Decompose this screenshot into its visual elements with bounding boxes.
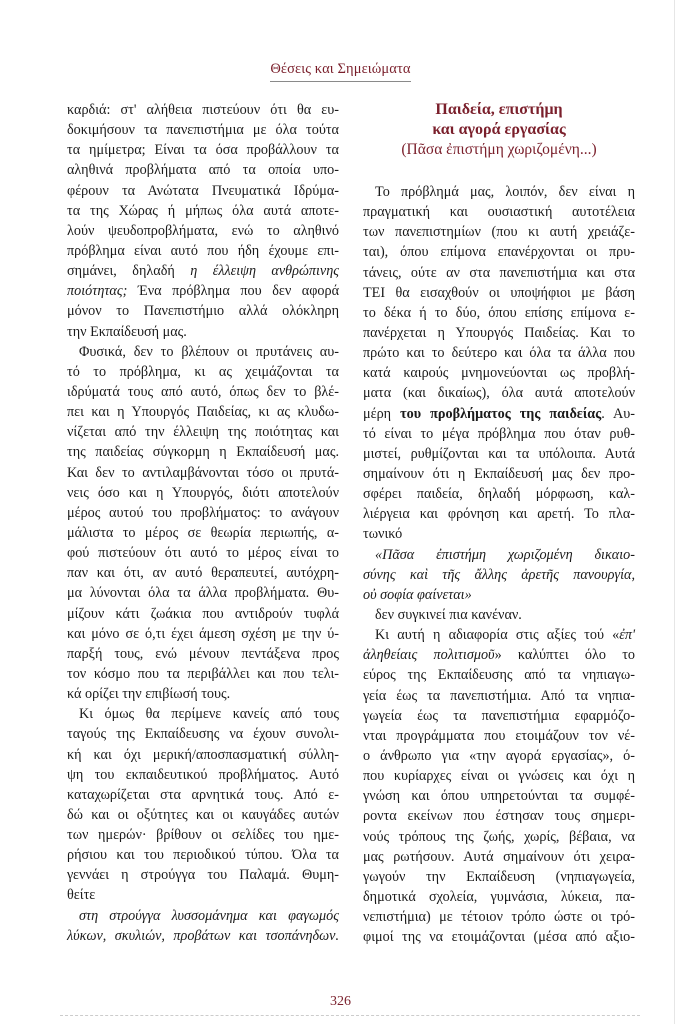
text-run: σημαίνουν ότι η Εκπαίδευσή μας δεν προ- xyxy=(363,465,635,482)
text-line xyxy=(363,625,635,645)
text-run: ματα (και δικαίως), όλα αυτά αποτελούν xyxy=(363,385,635,402)
text-run: γωγεία έως τα πανεπιστήμια εφαρμόζο- xyxy=(363,707,635,724)
text-run: εύρος της Εκπαίδευσης από τα νηπιαγω- xyxy=(363,667,635,684)
text-line xyxy=(363,504,635,524)
italic-text: ἀληθείαις πολιτισμοῦ xyxy=(363,647,495,664)
text-line xyxy=(363,585,635,605)
text-run: δοκιμήσουν τα πανεπιστήμια με όλα τούτα xyxy=(67,122,339,139)
text-run: καρδιά: στ' αλήθεια πιστεύουν ότι θα ευ- xyxy=(67,102,339,118)
text-line xyxy=(67,845,339,865)
italic-text: ἐπ' xyxy=(619,627,635,644)
section-subtitle: (Πᾶσα ἐπιστήμη χωριζομένη...) xyxy=(401,141,597,158)
text-line xyxy=(363,847,635,867)
text-line xyxy=(67,865,339,885)
text-run: κά ορίζει την επιβίωσή τους. xyxy=(67,686,231,703)
text-line xyxy=(363,806,635,826)
text-run: νεις όσο και η Υπουργός, διότι αποτελούν xyxy=(67,484,339,501)
text-line xyxy=(363,202,635,222)
text-line xyxy=(67,543,339,563)
text-line xyxy=(67,704,339,724)
text-line xyxy=(363,645,635,665)
text-run: μιστεί, ρυθμίζονται και τα υπόλοιπα. Αυτά xyxy=(363,445,635,462)
text-run: των ημερών· βρίθουν οι σελίδες του ημε- xyxy=(67,827,339,844)
italic-text: η έλλειψη ανθρώπινης xyxy=(190,263,339,280)
text-line xyxy=(67,523,339,543)
text-run: δεν συγκινεί πια κανέναν. xyxy=(375,606,522,623)
text-line xyxy=(67,442,339,462)
text-line xyxy=(363,182,635,202)
text-run: που κυρίαρχες είναι οι γνώσεις και όχι η xyxy=(363,768,635,785)
text-run: τωνικό xyxy=(363,526,403,543)
text-run: ρήσιου και του περιοδικού τύπου. Όλα τα xyxy=(67,847,339,864)
italic-text: λύκων, σκυλιών, προβάτων και τσοπάνηδων. xyxy=(67,927,339,944)
text-line xyxy=(363,343,635,363)
text-run: μας ρωτήσουν. Αυτά σημαίνουν ότι χειρα- xyxy=(363,848,635,865)
text-run: » καλύπτει όλο το xyxy=(494,647,635,664)
bold-text: του προβλήματος της παιδείας xyxy=(400,405,602,422)
text-line xyxy=(363,887,635,907)
text-line xyxy=(363,907,635,927)
text-run: πρόβλημα είναι αυτό που ήδη έχουμε επι- xyxy=(67,242,339,259)
text-line xyxy=(363,323,635,343)
section-title-line-2: και αγορά εργασίας xyxy=(432,121,566,138)
text-line xyxy=(67,281,339,301)
text-run: τον κόσμο που τα περιβάλλει και που τελι- xyxy=(67,665,339,682)
text-line xyxy=(67,724,339,744)
text-line xyxy=(363,545,635,565)
italic-text: στη στρούγγα λυσσομάνημα και φαγωμός xyxy=(79,907,339,924)
text-run: παν και ότι, αν αυτό θεραπευτεί, αυτόχρη- xyxy=(67,565,339,582)
text-line xyxy=(67,583,339,603)
text-run: Και δεν το αντιλαμβάνονται τόσο οι πρυτά- xyxy=(67,464,339,481)
text-run: ΤΕΙ θα εισαχθούν οι υποψήφιοι με βάση xyxy=(363,284,635,301)
italic-text: σύνης καὶ τῆς ἄλλης ἀρετῆς πανουργία, xyxy=(363,566,635,583)
text-run: ροντα εκείνων που έστησαν τους σημερι- xyxy=(363,808,635,825)
text-run: φού πιστεύουν ότι αυτό το μέρος είναι το xyxy=(67,545,339,562)
text-line xyxy=(67,684,339,704)
header-title: Θέσεις και Σημειώματα xyxy=(270,61,410,82)
text-run: κή και όχι μερική/αποσπασματική σύλλη- xyxy=(67,746,339,763)
text-line xyxy=(363,605,635,625)
text-run: θείτε xyxy=(67,887,96,904)
text-line xyxy=(67,885,339,905)
text-run: γεννάει η στρούγγα του Παλαμά. Θυμη- xyxy=(67,867,339,884)
text-run: τό είναι το μέγα πρόβλημα που όταν ρυθ- xyxy=(363,425,635,442)
text-run: μάλιστα το μέρος σε θεωρία περιωπής, α- xyxy=(67,524,339,541)
text-run: μέρη xyxy=(363,405,401,422)
text-line xyxy=(363,746,635,766)
text-line xyxy=(67,906,339,926)
text-run: νούς τρόπους της ζωής, χωρίς, βέβαια, να xyxy=(363,828,635,845)
text-line xyxy=(67,100,339,120)
text-line xyxy=(67,745,339,765)
text-line xyxy=(67,926,339,946)
text-run: γνώση και όπου υπηρετούνται τα συμφέ- xyxy=(363,788,635,805)
text-line xyxy=(67,463,339,483)
text-run: καταχωρίζεται στα αρνητικά τους. Από ε- xyxy=(67,786,339,803)
text-line xyxy=(363,444,635,464)
text-run: δώ και οι οξύτητες και οι καυγάδες αυτών xyxy=(67,806,339,823)
text-line xyxy=(363,766,635,786)
text-line xyxy=(67,342,339,362)
text-line xyxy=(67,160,339,180)
text-line xyxy=(67,261,339,281)
text-run: την Εκπαίδευσή μας. xyxy=(67,323,187,340)
text-line xyxy=(363,484,635,504)
text-run: Ένα πρόβλημα που δεν αφορά xyxy=(127,283,339,300)
text-run: ιδρύματά τους από αυτό, όπως δεν το βλέ- xyxy=(67,383,339,400)
text-run: σημάνει, δηλαδή xyxy=(67,263,191,280)
text-line xyxy=(67,201,339,221)
text-run: Κι όμως θα περίμενε κανείς από τους xyxy=(79,706,339,723)
text-line xyxy=(67,140,339,160)
text-line xyxy=(67,422,339,442)
text-line xyxy=(363,464,635,484)
text-run: της παιδείας σύγκορμη η Εκπαίδευσή μας. xyxy=(67,444,339,461)
text-run: τό το πρόβλημα, κι ας χειμάζονται τα xyxy=(67,363,339,380)
text-run: λιέργεια και φρόνηση και αρετή. Το πλα- xyxy=(363,506,635,523)
text-run: λούν ψευδοπροβλήματα, ενώ το αληθινό xyxy=(67,222,339,239)
text-line xyxy=(67,362,339,382)
running-header xyxy=(0,60,681,82)
left-column xyxy=(67,100,339,946)
text-line xyxy=(67,221,339,241)
text-run: φέρουν τα Ανώτατα Πνευματικά Ιδρύμα- xyxy=(67,182,339,199)
text-run: πανέρχεται η Υπουργός Παιδείας. Και το xyxy=(363,324,635,341)
text-line xyxy=(67,644,339,664)
text-run: Φυσικά, δεν το βλέπουν οι πρυτάνεις αυ- xyxy=(79,343,339,360)
text-line xyxy=(363,726,635,746)
text-line xyxy=(363,303,635,323)
text-run: πρώτο και το δεύτερο και όλα τα άλλα που xyxy=(363,345,635,362)
text-run: μα λύνονται όλα τα άλλα προβλήματα. Θυ- xyxy=(67,585,339,602)
text-line xyxy=(363,927,635,947)
bottom-divider xyxy=(60,1015,640,1016)
right-column xyxy=(363,100,635,947)
text-run: των πανεπιστημίων (που κι αυτή χρειάζε- xyxy=(363,224,635,241)
text-line xyxy=(363,363,635,383)
text-line xyxy=(67,604,339,624)
text-line xyxy=(67,825,339,845)
italic-text: «Πᾶσα ἐπιστήμη χωριζομένη δικαιο- xyxy=(375,546,635,563)
text-line xyxy=(67,805,339,825)
text-run: γωγούν την Εκπαίδευση (νηπιαγωγεία, xyxy=(363,868,635,885)
text-line xyxy=(363,222,635,242)
text-line xyxy=(67,664,339,684)
text-run: μίζουν κάτι ζωάκια που αντιδρούν τυφλά xyxy=(67,605,339,622)
text-run: σφέρει παιδεία, δηλαδή μόρφωση, καλ- xyxy=(363,486,635,503)
text-line xyxy=(67,765,339,785)
text-line xyxy=(363,827,635,847)
text-line xyxy=(67,382,339,402)
text-line xyxy=(67,241,339,261)
text-run: αληθινά προβλήματα από τα οποία υπο- xyxy=(67,162,339,179)
text-run: Το πρόβλημά μας, λοιπόν, δεν είναι η xyxy=(375,184,635,200)
text-run: το δέκα ή το δύο, όπου επίσης επίμονα ε- xyxy=(363,304,635,321)
text-line xyxy=(67,483,339,503)
text-line xyxy=(363,524,635,544)
text-line xyxy=(363,404,635,424)
text-run: κατά καιρούς μνημονεύονται ως προβλή- xyxy=(363,365,635,382)
text-line xyxy=(67,563,339,583)
text-run: πει και η Υπουργός Παιδείας, κι ας κλυδω- xyxy=(67,404,339,421)
text-line xyxy=(363,706,635,726)
text-line xyxy=(67,181,339,201)
text-line xyxy=(67,322,339,342)
italic-text: ποιότητας; xyxy=(67,283,128,300)
text-line xyxy=(363,786,635,806)
text-line xyxy=(67,301,339,321)
text-run: μέρος αυτού του προβλήματος: το ανάγουν xyxy=(67,504,339,521)
text-line xyxy=(363,283,635,303)
text-run: πραγματική και ουσιαστική αυτοτέλεια xyxy=(363,204,635,221)
text-run: νεπιστήμια) με τέτοιον τρόπο ώστε οι τρό- xyxy=(363,909,635,926)
text-run: φιμοί της να ετοιμάζονται (μέσα από αξιο- xyxy=(363,929,635,946)
right-column-body xyxy=(363,182,635,947)
text-line xyxy=(363,242,635,262)
text-line xyxy=(363,565,635,585)
page-number: 326 xyxy=(330,994,351,1009)
text-run: και μόνο σε ό,τι έχει άμεση σχέση με την ύ- xyxy=(67,625,339,642)
text-line xyxy=(67,402,339,422)
text-run: . Αυ- xyxy=(601,405,635,422)
text-run: μόνον το Πανεπιστήμιο αλλά ολόκληρη xyxy=(67,303,339,320)
text-run: ταγούς της Εκπαίδευσης να έχουν συνολι- xyxy=(67,726,339,743)
text-run: ψη του εκπαιδευτικού προβλήματος. Αυτό xyxy=(67,766,339,783)
text-run: παρξή τους, ενώ μένουν πεντάξενα προς xyxy=(67,645,339,662)
text-run: ται), όπου επίμονα επανέρχονται οι πρυ- xyxy=(363,244,635,261)
text-run: γεία έως τα πανεπιστήμια. Από τα νηπια- xyxy=(363,687,635,704)
text-line xyxy=(67,785,339,805)
section-title-line-1: Παιδεία, επιστήμη xyxy=(435,101,563,118)
text-line xyxy=(363,686,635,706)
text-run: δημοτικά σχολεία, γυμνάσια, λύκεια, πα- xyxy=(363,888,635,905)
text-line xyxy=(363,665,635,685)
text-line xyxy=(67,503,339,523)
text-run: νται προγράμματα που ετοιμάζουν τον νέ- xyxy=(363,727,635,744)
text-line xyxy=(67,624,339,644)
italic-text: οὐ σοφία φαίνεται» xyxy=(363,586,472,603)
text-line xyxy=(363,424,635,444)
text-run: τάνεις, ούτε αν στα πανεπιστήμια και στα xyxy=(363,264,635,281)
text-run: νίζεται από την έλλειψη της ποιότητας και xyxy=(67,424,339,441)
text-run: ο άνθρωπο για «την αγορά εργασίας», ό- xyxy=(363,747,635,764)
page-edge xyxy=(674,0,675,1024)
text-line xyxy=(363,383,635,403)
text-run: τα ημίμετρα; Είναι τα όσα προβάλλουν τα xyxy=(67,142,339,159)
text-line xyxy=(363,263,635,283)
text-line xyxy=(363,867,635,887)
text-run: Κι αυτή η αδιαφορία στις αξίες τού « xyxy=(375,627,620,644)
text-line xyxy=(67,120,339,140)
text-run: τα της Χώρας ή μήπως όλα αυτά αποτε- xyxy=(67,202,339,219)
